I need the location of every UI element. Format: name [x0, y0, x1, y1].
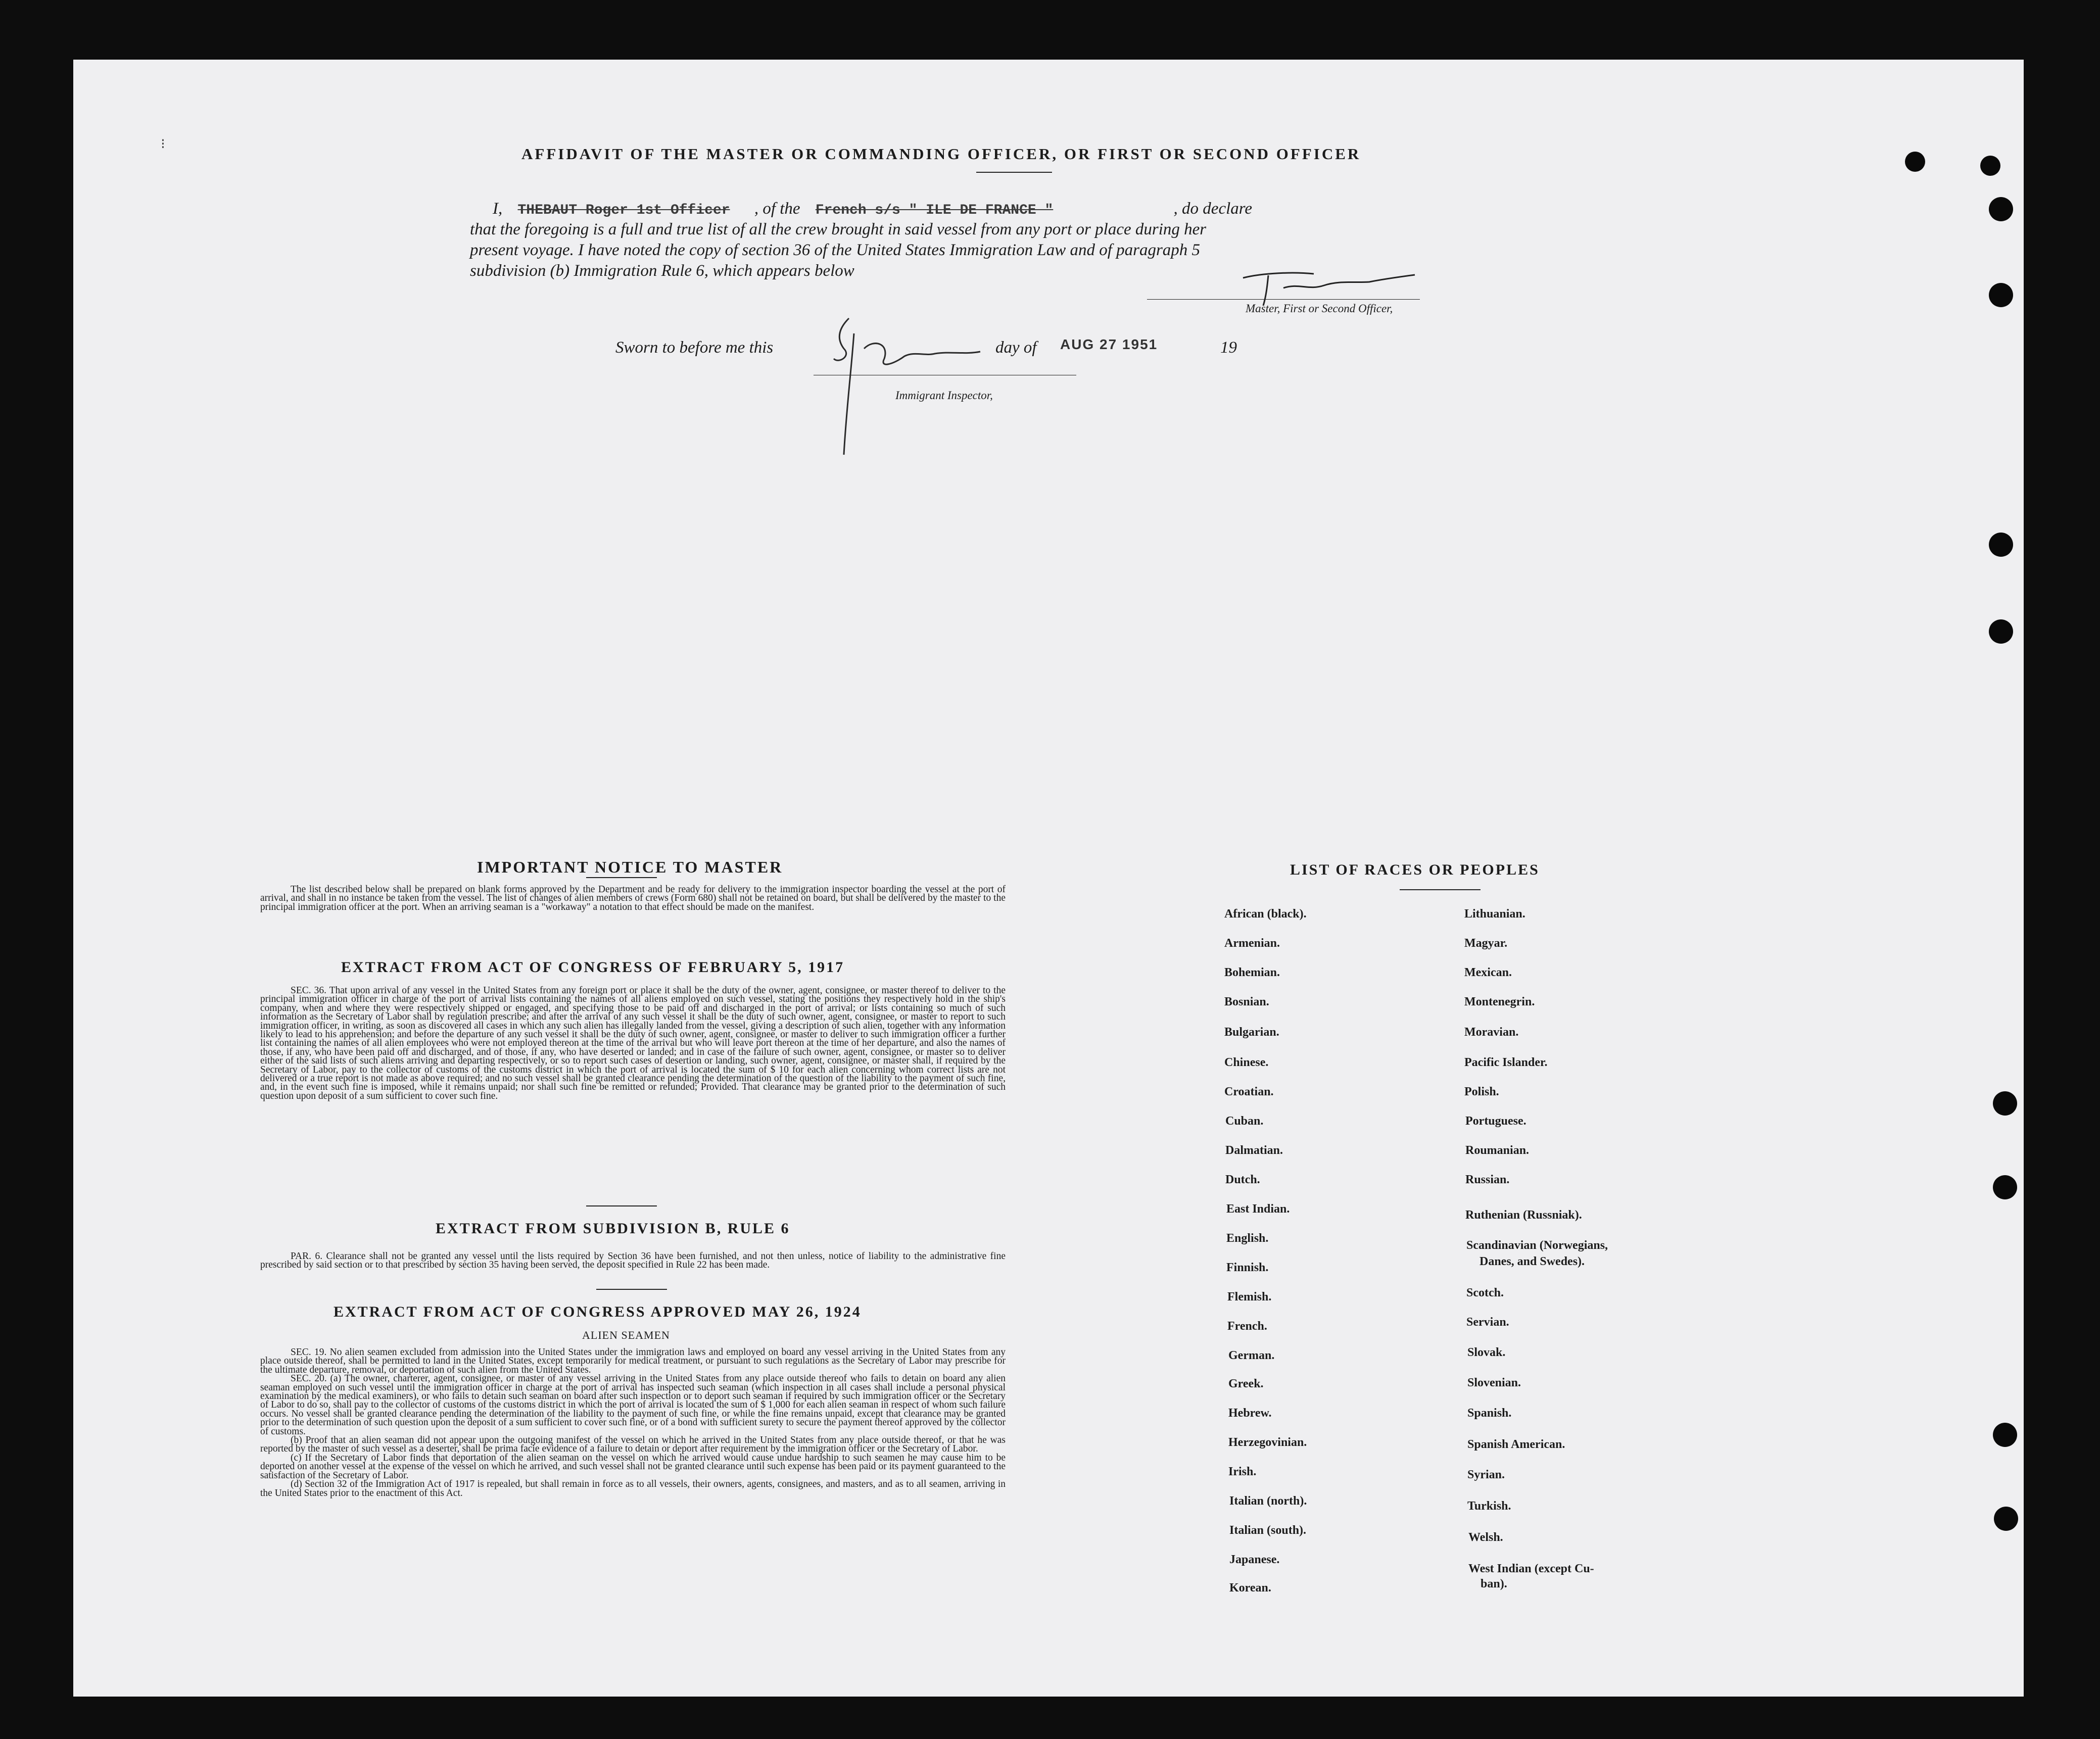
race-item: Bohemian.: [1224, 966, 1280, 979]
race-item: Spanish American.: [1467, 1438, 1565, 1451]
sec20d-text: (d) Section 32 of the Immigration Act of 1917 is repealed, but shall remain in force as to all vessels, their owners, agents, consignees, and masters, and as to all seamen, arriving in the United States prior to the enactment of this Act.: [260, 1479, 1006, 1499]
officer-name: THEBAUT Roger 1st Officer: [517, 203, 730, 218]
extract-rule6-title: EXTRACT FROM SUBDIVISION B, RULE 6: [436, 1220, 790, 1237]
race-item: Scandinavian (Norwegians,: [1466, 1239, 1608, 1252]
race-item: Montenegrin.: [1464, 995, 1535, 1008]
race-item: Mexican.: [1464, 966, 1512, 979]
race-item: Cuban.: [1225, 1115, 1264, 1128]
binder-hole: [1993, 1091, 2017, 1116]
extract-1924-title: EXTRACT FROM ACT OF CONGRESS APPROVED MAY 26, 1924: [333, 1303, 862, 1320]
race-item: ban).: [1481, 1577, 1507, 1590]
race-item: English.: [1226, 1232, 1269, 1245]
notice-title-underline: [586, 877, 657, 878]
inspector-caption: Immigrant Inspector,: [895, 389, 993, 402]
race-item: Croatian.: [1224, 1085, 1274, 1098]
race-item: Pacific Islander.: [1464, 1056, 1548, 1069]
affidavit-i: I,: [493, 200, 503, 218]
race-item: Japanese.: [1229, 1553, 1280, 1566]
race-item: Servian.: [1466, 1316, 1509, 1329]
affidavit-line-2: that the foregoing is a full and true list of all the crew brought in said vessel from any port or place during her: [470, 220, 1207, 238]
race-item: Polish.: [1464, 1085, 1499, 1098]
race-item: Slovak.: [1467, 1346, 1506, 1359]
affidavit-line-3: present voyage. I have noted the copy of section 36 of the United States Immigration Law and of paragraph 5: [470, 241, 1201, 259]
affidavit-do-declare: , do declare: [1173, 200, 1253, 218]
race-item: Welsh.: [1468, 1531, 1503, 1544]
race-item: Finnish.: [1226, 1261, 1269, 1274]
race-item: Bosnian.: [1224, 995, 1269, 1008]
extract-1917-divider: [586, 1205, 657, 1206]
extract-1917-text: SEC. 36. That upon arrival of any vessel in the United States from any foreign port or place it shall be the duty of the owner, agent, consignee, or master thereof to deliver to the principal immigration officer in charge of the port of arrival lists containing the names of all aliens employed on such vessel, stating the positions they respectively hold in the ship's company, when and where they were respectively shipped or engaged, and specifying those to be paid off and discharged in the port of arrival; or lists containing so much of such information as the Secretary of Labor shall by regulation prescribe; and after the arrival of any such vessel it shall be the duty of such owner, agent, consignee, or master to report to such immigration officer, in writing, as soon as discovered all cases in which any such alien has illegally landed from the vessel, giving a description of such alien, together with any information likely to lead to his apprehension; and before the departure of any such vessel it shall be the duty of such owner, agent, consignee, or master to deliver to such immigration officer a further list containing the names of all alien employees who were not employed thereon at the time of the arrival but who will leave port thereon at the time of her departure, and also the names of those, if any, who have been paid off and discharged, and of those, if any, who have deserted or landed; and in case of the failure of such owner, agent, consignee, or master so to deliver either of the said lists of such aliens arriving and departing respectively, or so to report such cases of desertion or landing, such owner, agent, consignee, or master shall, if required by the Secretary of Labor, pay to the collector of customs of the customs district in which the port of arrival is located the sum of $ 10 for each alien concerning whom correct lists are not delivered or a true report is not made as above required; and no such vessel shall be granted clearance pending the determination of the question of the liability to the payment of such fine, and, in the event such fine is imposed, while it remains unpaid; nor shall such fine be remitted or refunded; Provided. That clearance may be granted prior to the determination of such question upon deposit of a sum sufficient to cover such fine.: [260, 985, 1006, 1101]
extract-1924-subtitle: ALIEN SEAMEN: [582, 1329, 670, 1341]
race-item: German.: [1228, 1349, 1275, 1362]
binder-hole: [1993, 1423, 2017, 1447]
race-item: Dalmatian.: [1225, 1144, 1283, 1157]
race-item: Roumanian.: [1465, 1144, 1530, 1157]
vessel-name: French s/s " ILE DE FRANCE ": [815, 203, 1054, 218]
race-item: Korean.: [1229, 1581, 1271, 1595]
officer-signature: [1233, 263, 1425, 308]
race-item: Danes, and Swedes).: [1479, 1255, 1585, 1268]
inspector-signature: [808, 308, 1026, 460]
sworn-year: 19: [1220, 339, 1237, 357]
race-item: Greek.: [1228, 1377, 1264, 1390]
races-title: LIST OF RACES OR PEOPLES: [1290, 861, 1540, 878]
sworn-date-stamp: AUG 27 1951: [1060, 336, 1158, 352]
binder-hole: [1905, 152, 1925, 172]
sec19-text: SEC. 19. No alien seamen excluded from admission into the United States under the immigration laws and employed on board any vessel arriving in the United States from any place outside thereof, shall be permitted to land in the United States, except temporarily for medical treatment, or pursuant to such regulations as the Secretary of Labor may prescribe for the ultimate departure, removal, or deportation of such alien from the United States.: [260, 1347, 1006, 1375]
race-item: Ruthenian (Russniak).: [1465, 1209, 1582, 1222]
race-item: French.: [1227, 1320, 1267, 1333]
race-item: Italian (south).: [1229, 1524, 1307, 1537]
races-title-underline: [1400, 889, 1481, 890]
race-item: Dutch.: [1225, 1173, 1260, 1186]
affidavit-line-1: [493, 199, 1252, 221]
race-item: Scotch.: [1466, 1286, 1504, 1299]
binder-hole: [1994, 1507, 2018, 1531]
notice-text: The list described below shall be prepared on blank forms approved by the Department and be ready for delivery to the immigration inspector boarding the vessel at the port of arrival, and shall in no instance be taken from the vessel. The list of changes of alien members of crews (Form 680) shall not be retained on board, but shall be delivered by the master to the principal immigration officer at the port. When an arriving seaman is a "workaway" a notation to that effect should be made on the manifest.: [260, 884, 1006, 912]
race-item: Chinese.: [1224, 1056, 1269, 1069]
sec20c-text: (c) If the Secretary of Labor finds that deportation of the alien seaman on the vessel on which he arrived would cause undue hardship to such seamen he may cause him to be deported on another vessel at the expense of the vessel on which he arrived, and such vessel shall not be granted clearance until such expense has been paid or its payment guaranteed to the satisfaction of the Secretary of Labor.: [260, 1452, 1006, 1481]
affidavit-of-the: , of the: [754, 200, 800, 218]
race-item: Bulgarian.: [1224, 1026, 1279, 1039]
race-item: West Indian (except Cu-: [1468, 1562, 1594, 1575]
race-item: Slovenian.: [1467, 1376, 1521, 1389]
race-item: Spanish.: [1467, 1407, 1512, 1420]
race-item: Hebrew.: [1228, 1407, 1272, 1420]
affidavit-line-4: subdivision (b) Immigration Rule 6, which appears below: [470, 262, 854, 280]
sec20a-text: SEC. 20. (a) The owner, charterer, agent, consignee, or master of any vessel arriving in the United States from any place outside thereof who fails to detain on board any alien seaman employed on such vessel until the immigration officer in charge at the port of arrival has inspected such seaman (which inspection in all cases shall include a personal physical examination by the medical examiners), or who fails to detain such seaman on board after such inspection or to deport such seaman if required by such immigration officer or the Secretary of Labor to do so, shall pay to the collector of customs of the customs district in which the port of arrival is located the sum of $ 1,000 for each alien seaman in respect of whom such failure occurs. No vessel shall be granted clearance pending the determination of the liability to the payment of such fine, or while the fine remains unpaid, except that clearance may be granted prior to the determination of such question upon the deposit of a sum sufficient to cover such fine, or of a bond with sufficient surety to secure the payment thereof approved by the collector of customs.: [260, 1373, 1006, 1437]
affidavit-title-underline: [976, 172, 1052, 173]
race-item: Moravian.: [1464, 1026, 1519, 1039]
sworn-day-of: day of: [995, 339, 1037, 357]
race-item: Magyar.: [1464, 937, 1508, 950]
binder-hole: [1989, 619, 2013, 644]
race-item: Turkish.: [1467, 1500, 1511, 1513]
officer-caption: Master, First or Second Officer,: [1246, 302, 1393, 315]
extract-1924-body: [260, 1348, 1006, 1498]
binder-hole: [1993, 1175, 2017, 1199]
binder-hole: [1989, 197, 2013, 221]
race-item: Armenian.: [1224, 937, 1280, 950]
extract-rule6-divider: [596, 1289, 667, 1290]
race-item: Portuguese.: [1465, 1115, 1526, 1128]
race-item: African (black).: [1224, 907, 1307, 921]
sec20b-text: (b) Proof that an alien seaman did not appear upon the outgoing manifest of the vessel on which he arrived in the United States from any place outside thereof, or that he was reported by the master of such vessel as a deserter, shall be prima facie evidence of a failure to detain or deport after requirement by the immigration officer or the Secretary of Labor.: [260, 1435, 1006, 1455]
race-item: Italian (north).: [1229, 1494, 1307, 1508]
sworn-prefix: Sworn to before me this: [615, 339, 774, 357]
race-item: East Indian.: [1226, 1202, 1290, 1216]
race-item: Irish.: [1228, 1465, 1257, 1478]
race-item: Lithuanian.: [1464, 907, 1525, 921]
binder-hole: [1980, 156, 2000, 176]
affidavit-title: AFFIDAVIT OF THE MASTER OR COMMANDING OFFICER, OR FIRST OR SECOND OFFICER: [521, 145, 1361, 163]
corner-mark: ⁝: [161, 136, 165, 152]
extract-rule6-text: PAR. 6. Clearance shall not be granted any vessel until the lists required by Section 36 have been furnished, and not then unless, notice of liability to the administrative fine prescribed by said section or to that prescribed by section 35 having been served, the deposit specified in Rule 22 has been made.: [260, 1251, 1006, 1271]
race-item: Herzegovinian.: [1228, 1436, 1307, 1449]
race-item: Russian.: [1465, 1173, 1510, 1186]
binder-hole: [1989, 283, 2013, 307]
notice-title: IMPORTANT NOTICE TO MASTER: [477, 858, 783, 876]
race-item: Flemish.: [1227, 1290, 1272, 1303]
officer-signature-line: [1147, 299, 1420, 300]
binder-hole: [1989, 533, 2013, 557]
extract-1917-title: EXTRACT FROM ACT OF CONGRESS OF FEBRUARY 5, 1917: [341, 959, 845, 976]
race-item: Syrian.: [1467, 1468, 1505, 1481]
